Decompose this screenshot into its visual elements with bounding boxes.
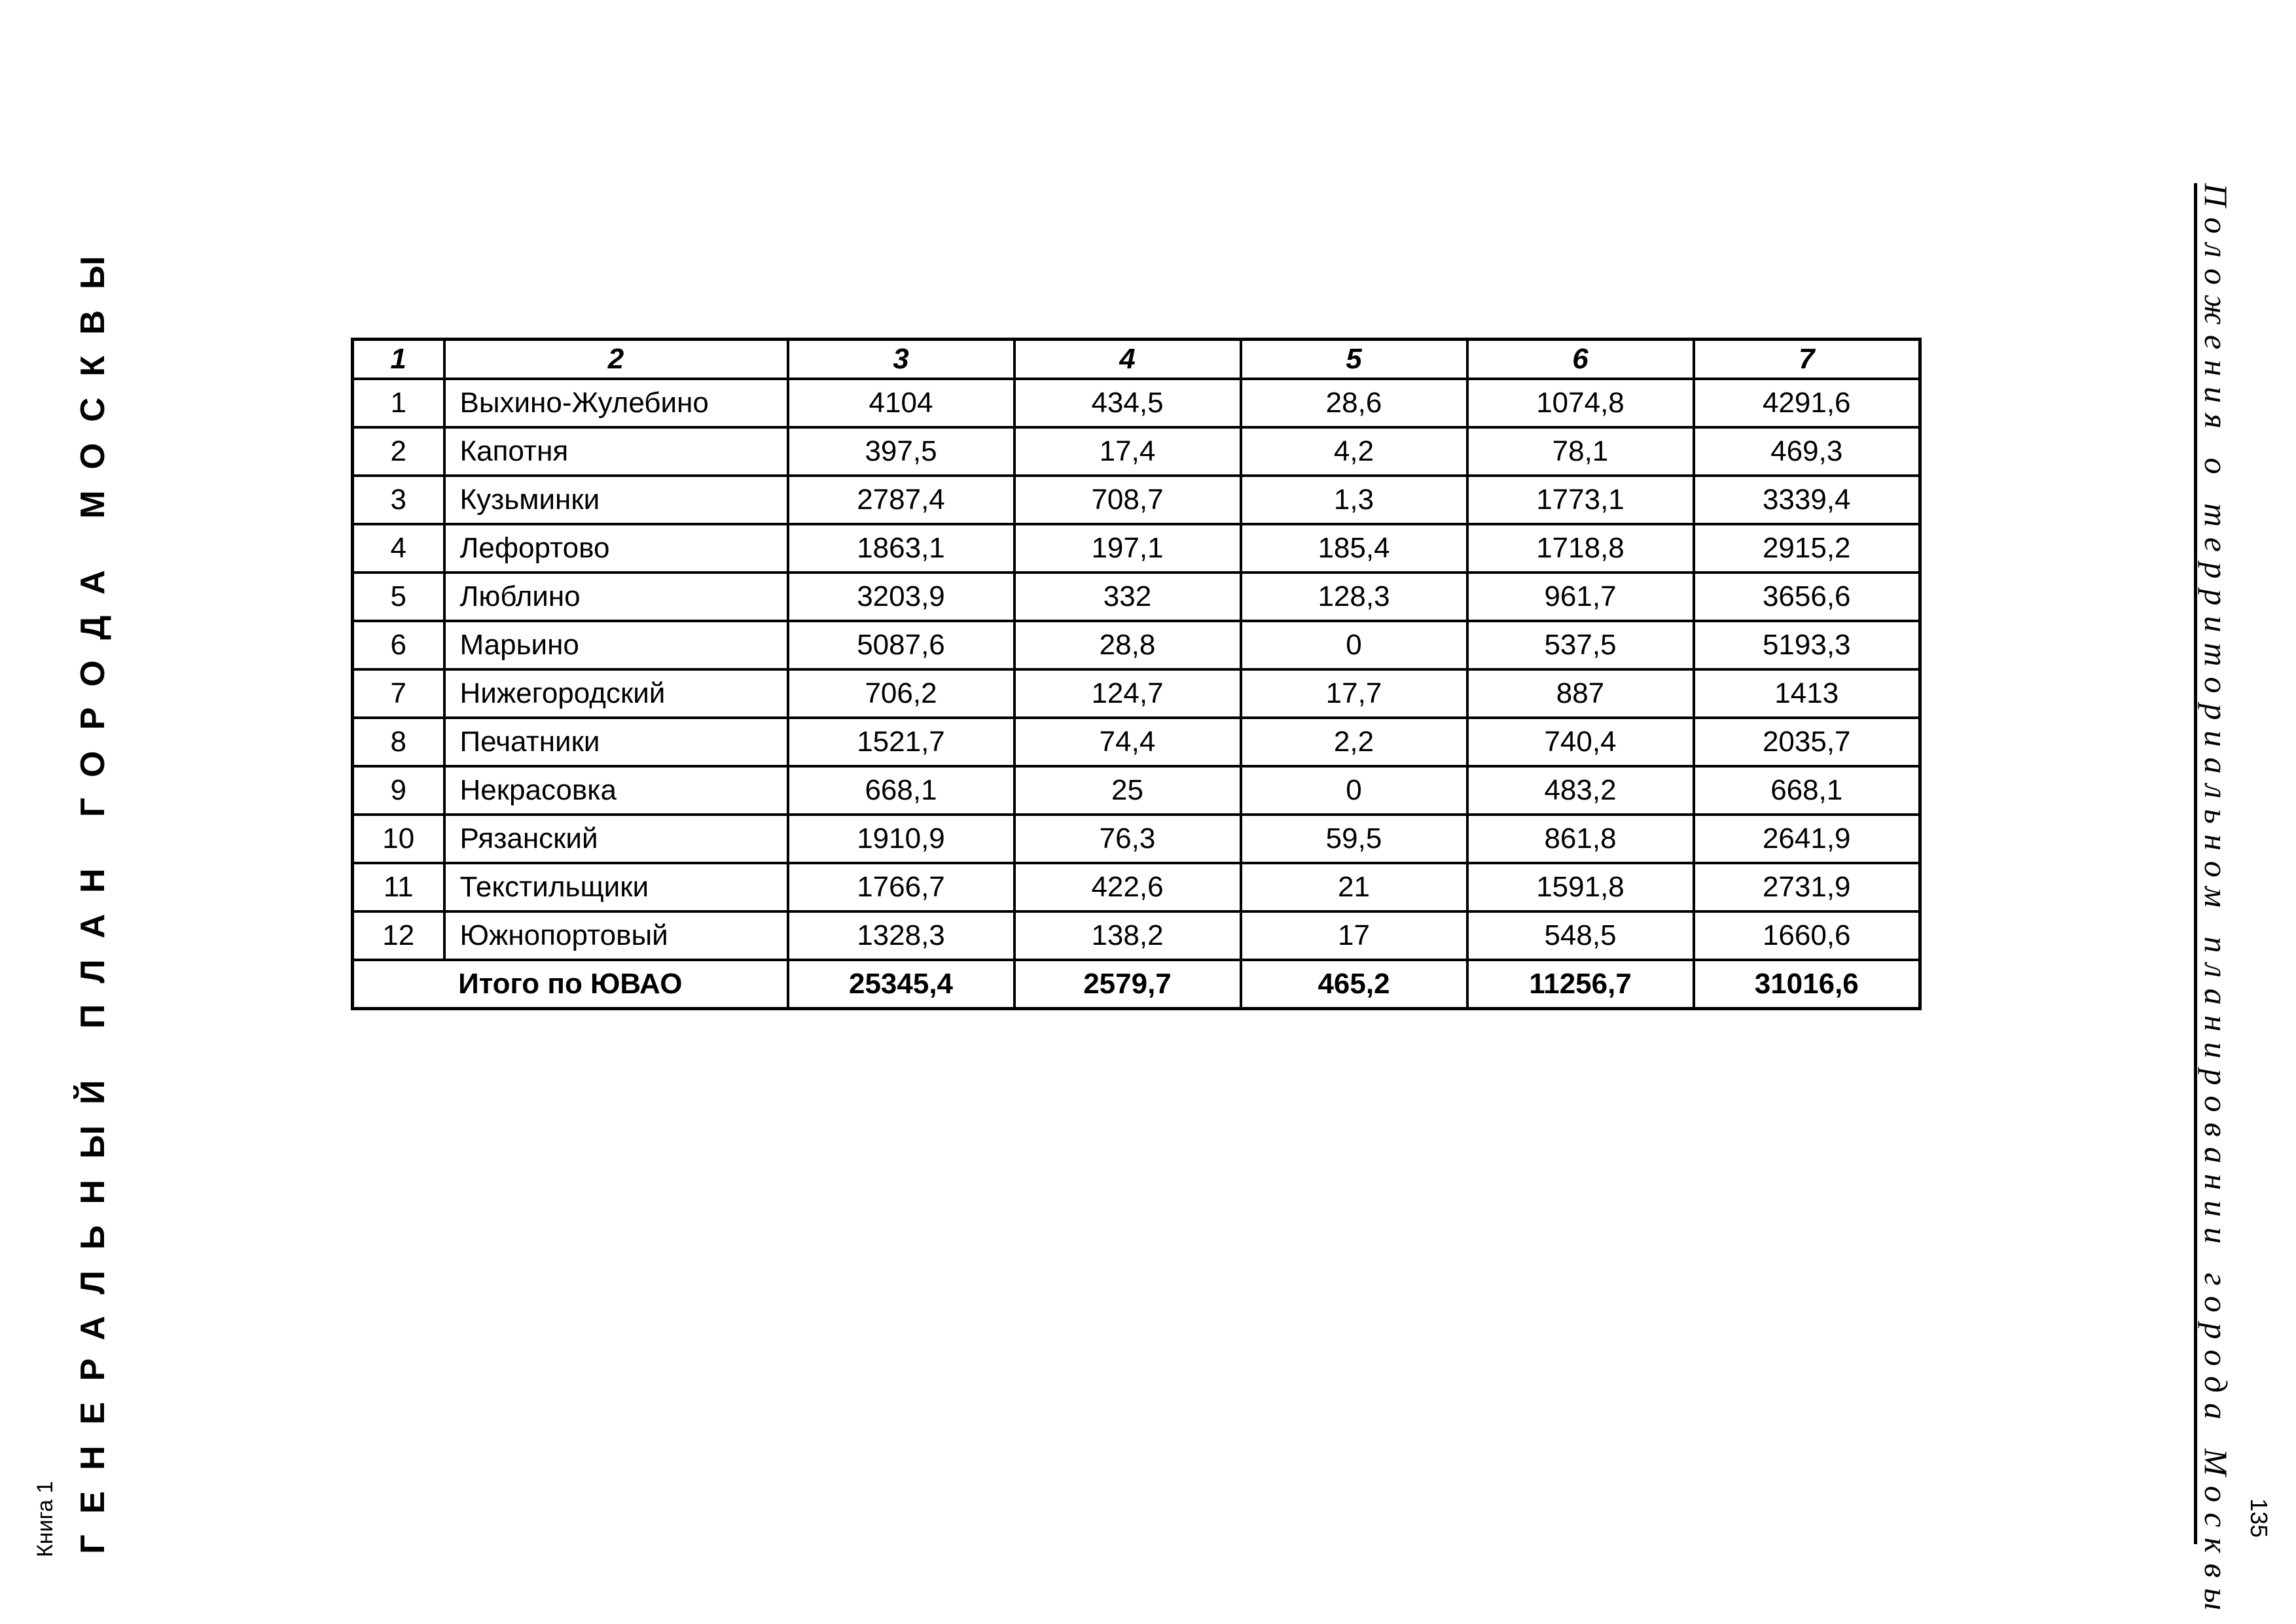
district-name-cell: Южнопортовый <box>444 911 788 960</box>
value-cell: 138,2 <box>1014 911 1241 960</box>
page-number: 135 <box>2246 1498 2272 1538</box>
value-cell: 397,5 <box>788 427 1014 476</box>
column-header: 1 <box>353 340 444 380</box>
district-name-cell: Выхино-Жулебино <box>444 379 788 427</box>
total-cell: 31016,6 <box>1694 960 1920 1009</box>
value-cell: 0 <box>1241 766 1467 815</box>
table-row <box>353 863 1920 911</box>
district-name-cell: Текстильщики <box>444 863 788 911</box>
value-cell: 17,7 <box>1241 669 1467 718</box>
value-cell: 483,2 <box>1467 766 1694 815</box>
value-cell: 76,3 <box>1014 815 1241 863</box>
value-cell: 1766,7 <box>788 863 1014 911</box>
row-number-cell: 8 <box>353 718 444 766</box>
value-cell: 1718,8 <box>1467 524 1694 573</box>
table-header-row <box>353 340 1920 380</box>
district-name-cell: Капотня <box>444 427 788 476</box>
value-cell: 1521,7 <box>788 718 1014 766</box>
total-row <box>353 960 1920 1009</box>
column-header: 6 <box>1467 340 1694 380</box>
value-cell: 25 <box>1014 766 1241 815</box>
column-header: 2 <box>444 340 788 380</box>
value-cell: 1863,1 <box>788 524 1014 573</box>
table-row <box>353 427 1920 476</box>
value-cell: 706,2 <box>788 669 1014 718</box>
value-cell: 469,3 <box>1694 427 1920 476</box>
value-cell: 4291,6 <box>1694 379 1920 427</box>
value-cell: 1910,9 <box>788 815 1014 863</box>
book-volume: Книга 1 <box>33 1481 58 1557</box>
value-cell: 1328,3 <box>788 911 1014 960</box>
section-title-vertical <box>2197 183 2236 1621</box>
value-cell: 1660,6 <box>1694 911 1920 960</box>
value-cell: 4104 <box>788 379 1014 427</box>
value-cell: 1413 <box>1694 669 1920 718</box>
value-cell: 668,1 <box>1694 766 1920 815</box>
value-cell: 668,1 <box>788 766 1014 815</box>
total-cell: 465,2 <box>1241 960 1467 1009</box>
value-cell: 2731,9 <box>1694 863 1920 911</box>
value-cell: 0 <box>1241 621 1467 669</box>
row-number-cell: 7 <box>353 669 444 718</box>
value-cell: 5193,3 <box>1694 621 1920 669</box>
value-cell: 2787,4 <box>788 476 1014 524</box>
value-cell: 5087,6 <box>788 621 1014 669</box>
value-cell: 78,1 <box>1467 427 1694 476</box>
total-label: Итого по ЮВАО <box>353 960 788 1009</box>
row-number-cell: 2 <box>353 427 444 476</box>
table-row <box>353 718 1920 766</box>
value-cell: 708,7 <box>1014 476 1241 524</box>
value-cell: 434,5 <box>1014 379 1241 427</box>
value-cell: 1,3 <box>1241 476 1467 524</box>
value-cell: 4,2 <box>1241 427 1467 476</box>
value-cell: 2035,7 <box>1694 718 1920 766</box>
value-cell: 1591,8 <box>1467 863 1694 911</box>
value-cell: 3339,4 <box>1694 476 1920 524</box>
value-cell: 1773,1 <box>1467 476 1694 524</box>
table-row <box>353 766 1920 815</box>
table-row <box>353 669 1920 718</box>
table-row <box>353 524 1920 573</box>
value-cell: 128,3 <box>1241 573 1467 621</box>
value-cell: 59,5 <box>1241 815 1467 863</box>
row-number-cell: 11 <box>353 863 444 911</box>
value-cell: 197,1 <box>1014 524 1241 573</box>
column-header: 4 <box>1014 340 1241 380</box>
table-row <box>353 573 1920 621</box>
column-header: 5 <box>1241 340 1467 380</box>
row-number-cell: 10 <box>353 815 444 863</box>
value-cell: 185,4 <box>1241 524 1467 573</box>
district-name-cell: Нижегородский <box>444 669 788 718</box>
district-name-cell: Люблино <box>444 573 788 621</box>
value-cell: 961,7 <box>1467 573 1694 621</box>
table-row <box>353 476 1920 524</box>
table-row <box>353 621 1920 669</box>
row-number-cell: 3 <box>353 476 444 524</box>
value-cell: 2915,2 <box>1694 524 1920 573</box>
value-cell: 124,7 <box>1014 669 1241 718</box>
value-cell: 740,4 <box>1467 718 1694 766</box>
table-row <box>353 815 1920 863</box>
district-name-cell: Некрасовка <box>444 766 788 815</box>
book-title: ГЕНЕРАЛЬНЫЙ ПЛАН ГОРОДА МОСКВЫ <box>74 235 112 1554</box>
section-title: Положения о территориальном планировании города Москвы <box>2198 183 2234 1621</box>
table-row <box>353 379 1920 427</box>
value-cell: 537,5 <box>1467 621 1694 669</box>
value-cell: 28,8 <box>1014 621 1241 669</box>
value-cell: 861,8 <box>1467 815 1694 863</box>
value-cell: 548,5 <box>1467 911 1694 960</box>
total-cell: 25345,4 <box>788 960 1014 1009</box>
row-number-cell: 6 <box>353 621 444 669</box>
row-number-cell: 4 <box>353 524 444 573</box>
total-cell: 11256,7 <box>1467 960 1694 1009</box>
value-cell: 17,4 <box>1014 427 1241 476</box>
district-name-cell: Лефортово <box>444 524 788 573</box>
value-cell: 74,4 <box>1014 718 1241 766</box>
value-cell: 422,6 <box>1014 863 1241 911</box>
value-cell: 887 <box>1467 669 1694 718</box>
total-cell: 2579,7 <box>1014 960 1241 1009</box>
value-cell: 2641,9 <box>1694 815 1920 863</box>
row-number-cell: 12 <box>353 911 444 960</box>
value-cell: 332 <box>1014 573 1241 621</box>
column-header: 7 <box>1694 340 1920 380</box>
value-cell: 1074,8 <box>1467 379 1694 427</box>
row-number-cell: 1 <box>353 379 444 427</box>
district-name-cell: Марьино <box>444 621 788 669</box>
value-cell: 17 <box>1241 911 1467 960</box>
column-header: 3 <box>788 340 1014 380</box>
book-title-vertical <box>73 173 113 1554</box>
row-number-cell: 9 <box>353 766 444 815</box>
value-cell: 28,6 <box>1241 379 1467 427</box>
value-cell: 3656,6 <box>1694 573 1920 621</box>
table-row <box>353 911 1920 960</box>
district-name-cell: Рязанский <box>444 815 788 863</box>
district-name-cell: Печатники <box>444 718 788 766</box>
value-cell: 2,2 <box>1241 718 1467 766</box>
district-table <box>351 338 1922 1010</box>
value-cell: 21 <box>1241 863 1467 911</box>
row-number-cell: 5 <box>353 573 444 621</box>
district-name-cell: Кузьминки <box>444 476 788 524</box>
value-cell: 3203,9 <box>788 573 1014 621</box>
